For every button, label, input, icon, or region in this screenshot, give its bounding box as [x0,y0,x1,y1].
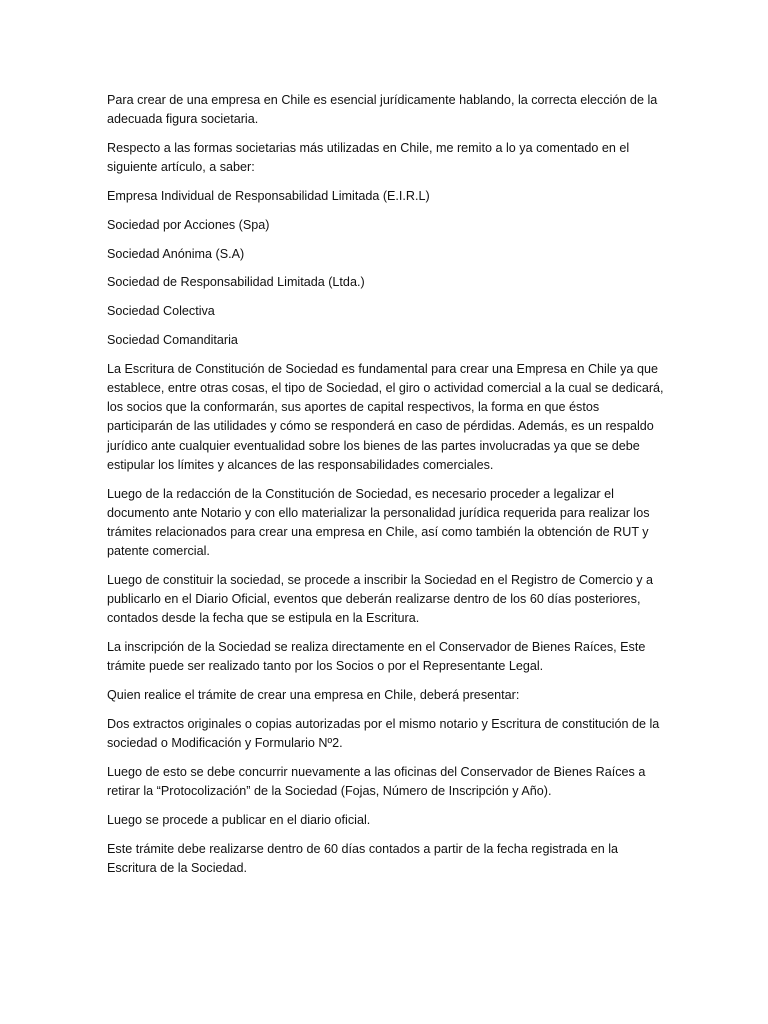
list-item-eirl: Empresa Individual de Responsabilidad Limitada (E.I.R.L) [107,189,430,203]
paragraph-plazo: Este trámite debe realizarse dentro de 60 días contados a partir de la fecha registrada en la Escritura de la Sociedad. [107,841,619,875]
paragraph-extractos: Dos extractos originales o copias autorizadas por el mismo notario y Escritura de constitución de la sociedad o Modificación y Formulario Nº2. [107,717,660,751]
paragraph-registro: Luego de constituir la sociedad, se procede a inscribir la Sociedad en el Registro de Comercio y a publicarlo en el Diario Oficial, eventos que deberán realizarse dentro de los 60 días posteriores, contados desde la fecha que se estipula en la Escritura. [107,573,654,626]
paragraph-intro: Para crear de una empresa en Chile es esencial jurídicamente hablando, la correcta elección de la adecuada figura societaria. [107,93,658,127]
list-item-ltda: Sociedad de Responsabilidad Limitada (Ltda.) [107,275,365,290]
paragraph-diario-oficial: Luego se procede a publicar en el diario oficial. [107,813,371,827]
paragraph-presentar: Quien realice el trámite de crear una empresa en Chile, deberá presentar: [107,688,520,703]
paragraph-forms-intro: Respecto a las formas societarias más utilizadas en Chile, me remito a lo ya comentado en el siguiente artículo, a saber: [107,141,630,175]
paragraph-protocolizacion: Luego de esto se debe concurrir nuevamente a las oficinas del Conservador de Bienes Raíces a retirar la “Protocolización” de la Sociedad (Fojas, Número de Inscripción y Año). [107,765,646,799]
paragraph-inscripcion: La inscripción de la Sociedad se realiza directamente en el Conservador de Bienes Raíces, Este trámite puede ser realizado tanto por los Socios o por el Representante Legal. [107,640,646,674]
list-item-sa: Sociedad Anónima (S.A) [107,246,245,261]
document-body [107,91,667,888]
paragraph-notario: Luego de la redacción de la Constitución de Sociedad, es necesario proceder a legalizar el documento ante Notario y con ello materializar la personalidad jurídica requerida para realizar los trámites relacionados para crear una empresa en Chile, así como también la obtención de RUT y patente comercial. [107,486,650,559]
list-item-colectiva: Sociedad Colectiva [107,304,215,319]
list-item-spa: Sociedad por Acciones (Spa) [107,217,270,232]
list-item-comanditaria: Sociedad Comanditaria [107,332,238,347]
paragraph-escritura: La Escritura de Constitución de Sociedad es fundamental para crear una Empresa en Chile ya que establece, entre otras cosas, el tipo de Sociedad, el giro o actividad comercial a la cual se dedicará, los socios que la conformarán, sus aportes de capital respectivos, la forma en que éstos participarán de las utilidades y cómo se responderá en caso de pérdidas. Además, es un respaldo jurídico ante cualquier eventualidad sobre los bienes de las partes involucradas ya que se debe estipular los límites y alcances de las responsabilidades comerciales. [107,361,664,472]
